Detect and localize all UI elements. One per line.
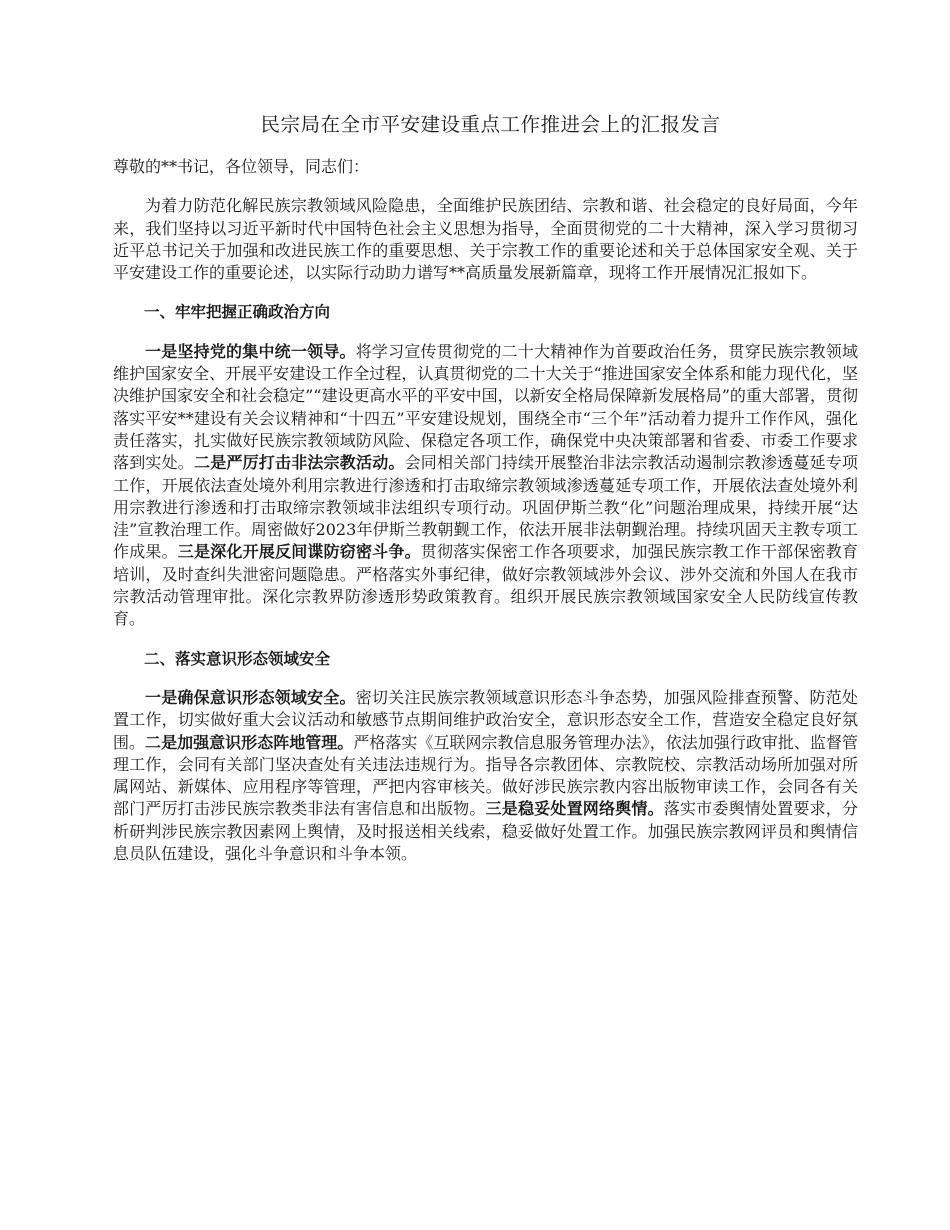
section-2-point-3-lead: 三是稳妥处置网络舆情。 <box>485 799 664 819</box>
salutation: 尊敬的**书记，各位领导，同志们： <box>113 157 370 176</box>
section-1-point-1-text: 将学习宣传贯彻党的二十大精神作为首要政治任务，贯穿民族宗教领域维护国家安全、开展平安建设工作全过程，认真贯彻党的二十大关于“推进国家安全体系和能力现代化，坚决维护国家安全和社会稳定”“建设更高水平的平安中国，以新安全格局保障新发展格局”的重大部署，贯彻落实平安**建设有关会议精神和“十四五”平安建设规划，围绕全市“三个年”活动着力提升工作作风，强化责任落实，扎实做好民族宗教领域防风险、保稳定各项工作，确保党中央决策部署和省委、市委工作要求落到实处。 <box>113 341 858 473</box>
section-1-point-3-lead: 三是深化开展反间谍防窃密斗争。 <box>177 542 421 562</box>
section-2-point-2-lead: 二是加强意识形态阵地管理。 <box>145 732 354 752</box>
section-1-point-3-text: 贯彻落实保密工作各项要求，加强民族宗教工作干部保密教育培训，及时查纠失泄密问题隐患。严格落实外事纪律，做好宗教领域涉外会议、涉外交流和外国人在我市宗教活动管理审批。深化宗教界防渗透形势政策教育。组织开展民族宗教领域国家安全人民防线宣传教育。 <box>113 542 858 629</box>
section-1-body <box>113 341 858 631</box>
section-1-point-2-text: 会同相关部门持续开展整治非法宗教活动遏制宗教渗透蔓延专项工作，开展依法查处境外利用宗教进行渗透和打击取缔宗教领域渗透蔓延专项工作，开展依法查处境外利用宗教进行渗透和打击取缔宗教领域非法组织专项行动。巩固伊斯兰教“化”问题治理成果，持续开展“达洼”宣教治理工作。周密做好2023年伊斯兰教朝觐工作，依法开展非法朝觐治理。持续巩固天主教专项工作成果。 <box>113 453 858 562</box>
section-2-point-2-text: 严格落实《互联网宗教信息服务管理办法》，依法加强行政审批、监督管理工作，会同有关部门坚决查处有关违法违规行为。指导各宗教团体、宗教院校、宗教活动场所加强对所属网站、新媒体、应用程序等管理，严把内容审核关。做好涉民族宗教内容出版物审读工作，会同各有关部门严厉打击涉民族宗教类非法有害信息和出版物。 <box>113 732 858 819</box>
section-1-heading: 一、牢牢把握正确政治方向 <box>144 303 331 322</box>
section-2-point-1-lead: 一是确保意识形态领域安全。 <box>145 687 356 707</box>
intro-paragraph: 为着力防范化解民族宗教领域风险隐患，全面维护民族团结、宗教和谐、社会稳定的良好局面，今年来，我们坚持以习近平新时代中国特色社会主义思想为指导，全面贯彻党的二十大精神，深入学习贯彻习近平总书记关于加强和改进民族工作的重要思想、关于宗教工作的重要论述和关于总体国家安全观、关于平安建设工作的重要论述，以实际行动助力谱写**高质量发展新篇章，现将工作开展情况汇报如下。 <box>113 196 858 283</box>
section-2-body <box>113 687 858 865</box>
section-1-point-2-lead: 二是严厉打击非法宗教活动。 <box>194 453 405 473</box>
section-2-point-3-text: 落实市委舆情处置要求，分析研判涉民族宗教因素网上舆情，及时报送相关线索，稳妥做好处置工作。加强民族宗教网评员和舆情信息员队伍建设，强化斗争意识和斗争本领。 <box>113 799 858 864</box>
document-title: 民宗局在全市平安建设重点工作推进会上的汇报发言 <box>260 113 721 136</box>
section-2-point-1-text: 密切关注民族宗教领域意识形态斗争态势，加强风险排查预警、防范处置工作，切实做好重大会议活动和敏感节点期间维护政治安全，意识形态安全工作，营造安全稳定良好氛围。 <box>113 687 858 752</box>
section-1-point-1-lead: 一是坚持党的集中统一领导。 <box>145 341 356 361</box>
section-2-heading: 二、落实意识形态领域安全 <box>144 649 331 668</box>
